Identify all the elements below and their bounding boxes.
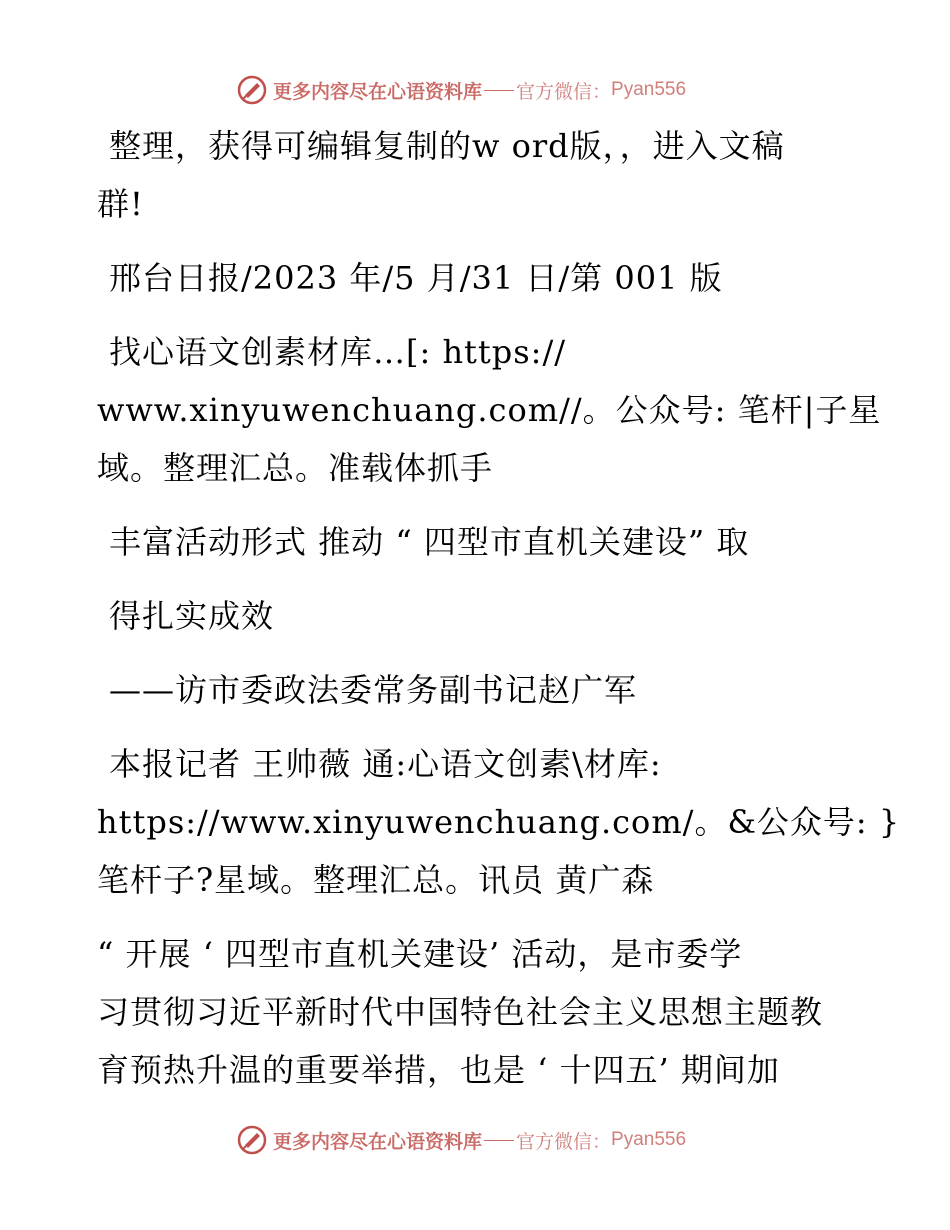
watermark-header [237, 72, 686, 108]
body-line: 得扎实成效 [109, 597, 275, 635]
watermark-brand: 更多内容尽在心语资料库 [273, 1130, 483, 1153]
body-line: 邢台日报/2023 年/5 月/31 日/第 001 版 [109, 259, 723, 297]
brand-logo-icon [237, 1125, 267, 1155]
body-line: 丰富活动形式 推动 “ 四型市直机关建设” 取 [109, 523, 750, 561]
brand-logo-icon [237, 75, 267, 105]
watermark-brand: 更多内容尽在心语资料库 [273, 80, 483, 103]
watermark-official: 官方微信： [516, 1130, 612, 1153]
watermark-dash [484, 1140, 514, 1141]
body-line: 育预热升温的重要举措，也是 ‘ 十四五’ 期间加 [97, 1051, 780, 1089]
body-line: www.xinyuwenchuang.com//。公众号: 笔杆|子星 [97, 391, 882, 429]
body-line: “ 开展 ‘ 四型市直机关建设’ 活动，是市委学 [97, 935, 743, 973]
body-line: 习贯彻习近平新时代中国特色社会主义思想主题教 [97, 993, 824, 1031]
body-line: 域。整理汇总。准载体抓手 [97, 449, 494, 487]
body-line: https://www.xinyuwenchuang.com/。&公众号: } [97, 803, 901, 841]
body-line: 群! [97, 185, 144, 223]
watermark-account: Pyan556 [611, 79, 687, 100]
watermark-official: 官方微信： [516, 80, 612, 103]
body-line: 整理，获得可编辑复制的w ord版，，进入文稿 [109, 127, 785, 165]
body-line: 本报记者 王帅薇 通:心语文创素\材库: [109, 745, 662, 783]
body-line: 找心语文创素材库…[: https:// [109, 333, 567, 371]
watermark-account: Pyan556 [611, 1129, 687, 1150]
watermark-footer [237, 1122, 686, 1158]
watermark-dash [484, 90, 514, 91]
body-line: ——访市委政法委常务副书记赵广军 [109, 671, 638, 709]
body-line: 笔杆子?星域。整理汇总。讯员 黄广森 [97, 861, 655, 899]
